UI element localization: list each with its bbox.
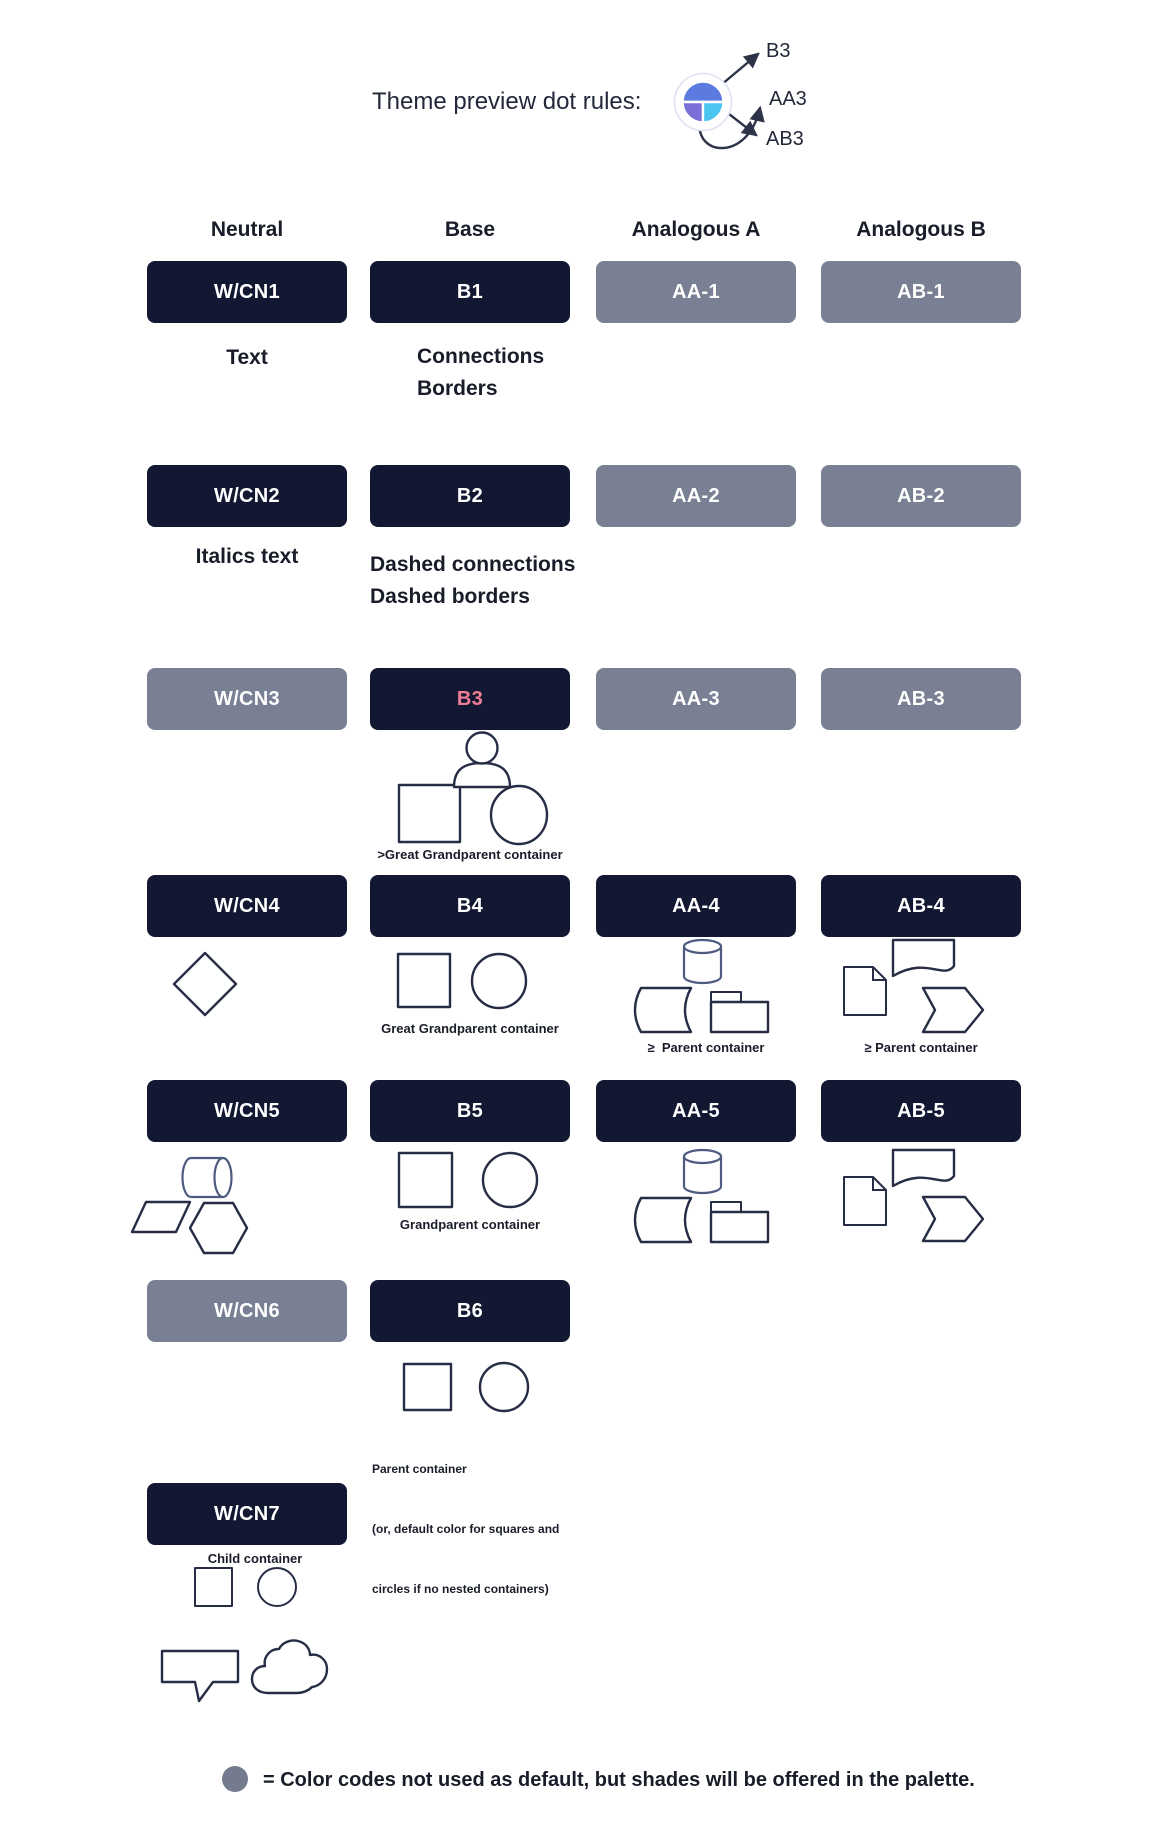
swatch-label: AA-4: [672, 894, 720, 917]
caption-line: (or, default color for squares and: [372, 1522, 560, 1536]
caption-parent-aa4: ≥ Parent container: [647, 1040, 765, 1055]
swatch-label: B1: [456, 280, 484, 303]
swatch-label: W/CN3: [214, 687, 280, 710]
ab5-shapes-figure: [835, 1142, 995, 1246]
wavy-document-shape: [893, 1150, 954, 1186]
swatch-label: B2: [456, 484, 484, 507]
b5-shapes-figure: [390, 1145, 550, 1215]
theme-preview-dot: [675, 74, 732, 131]
b3-shapes-figure: [380, 726, 560, 861]
parallelogram-shape: [132, 1202, 190, 1232]
swatch-ab1[interactable]: [821, 261, 1021, 323]
dot-rule-label-ab3: AB3: [766, 128, 804, 150]
swatch-label: AB-4: [897, 894, 945, 917]
aa4-shapes-figure: [620, 932, 780, 1036]
column-header-analogous-b: Analogous B: [856, 218, 986, 241]
swatch-aa1[interactable]: [596, 261, 796, 323]
column-header-base: Base: [444, 218, 496, 241]
swatch-wcn5[interactable]: [147, 1080, 347, 1142]
swatch-ab4[interactable]: [821, 875, 1021, 937]
swatch-ab3[interactable]: [821, 668, 1021, 730]
ab4-shapes-figure: [835, 932, 995, 1036]
caption-grandparent-b5: Grandparent container: [399, 1217, 541, 1232]
stored-data-shape: [635, 988, 691, 1032]
column-header-analogous-a: Analogous A: [631, 218, 761, 241]
swatch-label: AA-3: [672, 687, 720, 710]
swatch-wcn7[interactable]: [147, 1483, 347, 1545]
caption-dashed: [370, 549, 575, 613]
legend-text: = Color codes not used as default, but shades will be offered in the palette.: [263, 1769, 975, 1791]
diamond-shape: [174, 953, 236, 1015]
caption-line: Dashed borders: [370, 585, 530, 608]
h-cylinder-cap: [215, 1158, 232, 1197]
swatch-wcn3[interactable]: [147, 668, 347, 730]
circle-shape: [472, 954, 526, 1008]
caption-parent-ab4: ≥ Parent container: [864, 1040, 978, 1055]
swatch-wcn4[interactable]: [147, 875, 347, 937]
swatch-label: B3: [456, 687, 484, 710]
caption-line: Parent container: [372, 1462, 467, 1476]
caption-parent-b6: [372, 1419, 559, 1639]
swatch-label: AA-1: [672, 280, 720, 303]
document-shape: [844, 1177, 886, 1225]
b6-shapes-figure: [390, 1356, 540, 1418]
card-tab-shape: [711, 992, 741, 1002]
swatch-aa3[interactable]: [596, 668, 796, 730]
wcn5-shapes-figure: [120, 1145, 280, 1260]
document-shape: [844, 967, 886, 1015]
cylinder-top: [684, 1150, 721, 1163]
swatch-b2[interactable]: [370, 465, 570, 527]
swatch-label: AB-5: [897, 1099, 945, 1122]
speech-bubble-shape: [162, 1651, 238, 1701]
circle-shape: [483, 1153, 537, 1207]
swatch-aa2[interactable]: [596, 465, 796, 527]
swatch-label: AB-3: [897, 687, 945, 710]
caption-italics-text: Italics text: [195, 545, 299, 568]
circle-shape: [491, 786, 547, 844]
swatch-b3[interactable]: [370, 668, 570, 730]
swatch-label: W/CN5: [214, 1099, 280, 1122]
swatch-aa5[interactable]: [596, 1080, 796, 1142]
legend-dot: [222, 1766, 248, 1792]
wavy-document-shape: [893, 940, 954, 976]
card-tab-shape: [711, 1202, 741, 1212]
chevron-shape: [923, 988, 983, 1032]
caption-great-grandparent-b4: Great Grandparent container: [381, 1021, 559, 1036]
square-shape: [398, 954, 450, 1007]
dot-rule-label-b3: B3: [766, 40, 791, 62]
swatch-label: AB-1: [897, 280, 945, 303]
caption-child-container: Child container: [207, 1551, 303, 1566]
swatch-label: B5: [456, 1099, 484, 1122]
stored-data-shape: [635, 1198, 691, 1242]
card-body-shape: [711, 1002, 768, 1032]
swatch-label: AA-2: [672, 484, 720, 507]
swatch-label: B4: [456, 894, 484, 917]
b4-shapes-figure: [390, 948, 550, 1014]
swatch-aa4[interactable]: [596, 875, 796, 937]
square-shape: [399, 785, 460, 842]
person-head-shape: [467, 733, 498, 764]
caption-connections-borders: [417, 341, 544, 405]
hexagon-shape: [190, 1203, 247, 1253]
theme-preview-dot-figure: [640, 30, 840, 180]
wcn4-shapes-figure: [160, 945, 250, 1025]
aa5-shapes-figure: [620, 1142, 780, 1246]
caption-line: Connections: [417, 345, 545, 368]
square-shape: [404, 1364, 451, 1410]
cloud-shape: [252, 1640, 327, 1693]
wcn7-shapes-figure: [185, 1562, 305, 1614]
square-shape: [195, 1568, 232, 1606]
caption-great-grandparent-b3: >Great Grandparent container: [377, 847, 563, 862]
swatch-label: AB-2: [897, 484, 945, 507]
person-body-shape: [454, 763, 510, 787]
swatch-label: AA-5: [672, 1099, 720, 1122]
swatch-label: W/CN4: [214, 894, 280, 917]
caption-line: Borders: [417, 377, 498, 400]
wcn7-callout-cloud-figure: [150, 1635, 340, 1710]
swatch-ab2[interactable]: [821, 465, 1021, 527]
chevron-shape: [923, 1197, 983, 1241]
swatch-label: W/CN6: [214, 1299, 280, 1322]
circle-shape: [480, 1363, 528, 1411]
swatch-label: W/CN2: [214, 484, 280, 507]
caption-line: Dashed connections: [370, 553, 576, 576]
swatch-b5[interactable]: [370, 1080, 570, 1142]
swatch-b6[interactable]: [370, 1280, 570, 1342]
swatch-wcn6[interactable]: [147, 1280, 347, 1342]
dot-rule-label-aa3: AA3: [769, 88, 807, 110]
caption-text: Text: [226, 346, 268, 369]
cylinder-top: [684, 940, 721, 953]
caption-line: circles if no nested containers): [372, 1582, 549, 1596]
swatch-label: W/CN1: [214, 280, 280, 303]
swatch-ab5[interactable]: [821, 1080, 1021, 1142]
swatch-b4[interactable]: [370, 875, 570, 937]
square-shape: [399, 1153, 452, 1207]
swatch-wcn1[interactable]: [147, 261, 347, 323]
swatch-label: B6: [456, 1299, 484, 1322]
card-body-shape: [711, 1212, 768, 1242]
page-title: Theme preview dot rules:: [372, 88, 642, 115]
circle-shape: [258, 1568, 296, 1606]
swatch-label: W/CN7: [214, 1502, 280, 1525]
column-header-neutral: Neutral: [210, 218, 284, 241]
swatch-b1[interactable]: [370, 261, 570, 323]
swatch-wcn2[interactable]: [147, 465, 347, 527]
